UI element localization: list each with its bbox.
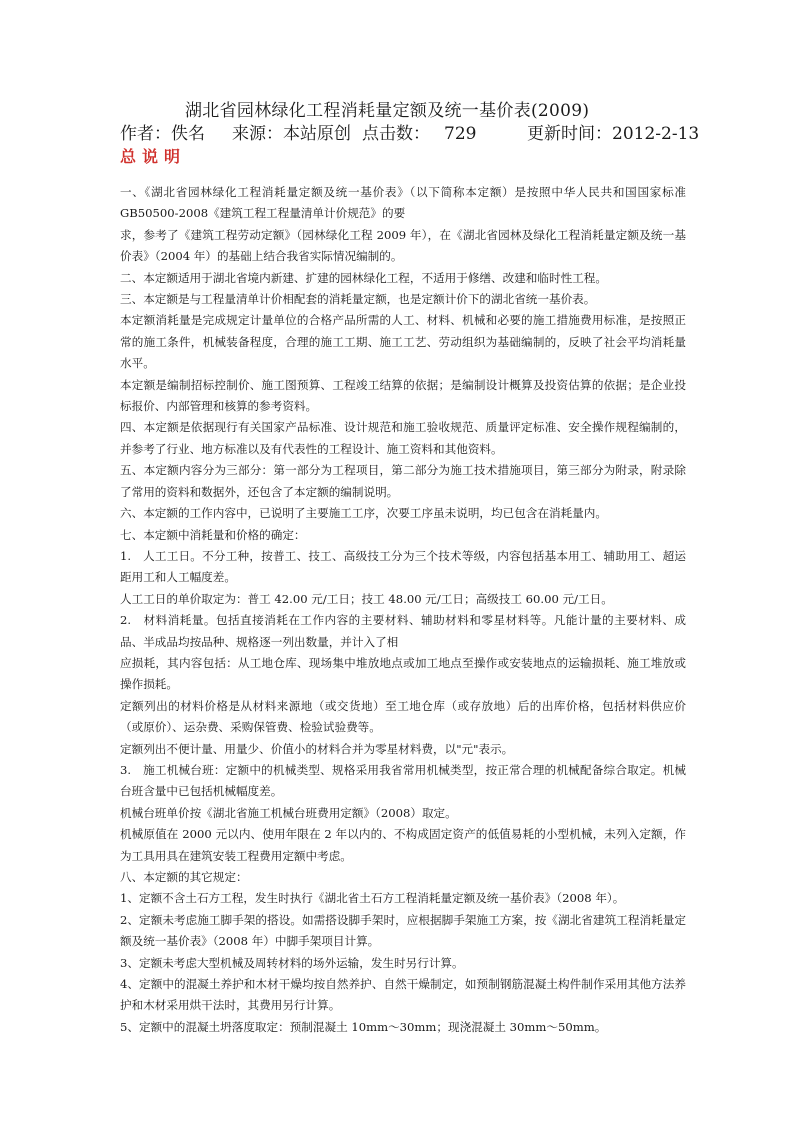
paragraph: 一、《湖北省园林绿化工程消耗量定额及统一基价表》（以下简称本定额）是按照中华人民共和国国家标准GB50500-2008《建筑工程工程量清单计价规范》的要 xyxy=(120,185,686,221)
paragraph: 二、本定额适用于湖北省境内新建、扩建的园林绿化工程，不适用于修缮、改建和临时性工程。 xyxy=(120,270,607,285)
paragraph: 3、定额未考虑大型机械及周转材料的场外运输，发生时另行计算。 xyxy=(120,955,464,970)
paragraph: 八、本定额的其它规定： xyxy=(120,870,248,884)
paragraph: 3. 施工机械台班：定额中的机械类型、规格采用我省常用机械类型，按正常合理的机械配备综合取定。机械台班含量中已包括机械幅度差。 xyxy=(120,762,686,799)
paragraph: 本定额消耗量是完成规定计量单位的合格产品所需的人工、材料、机械和必要的施工措施费用标准，是按照正常的施工条件，机械装备程度，合理的施工工期、施工工艺、劳动组织为基础编制的，反映了社会平均消耗量水平。 xyxy=(120,313,686,371)
source: 来源：本站原创 xyxy=(232,124,351,144)
paragraph: 五、本定额内容分为三部分：第一部分为工程项目，第二部分为施工技术措施项目，第三部分为附录，附录除了常用的资料和数据外，还包含了本定额的编制说明。 xyxy=(120,463,686,499)
hit-count-label: 点击数： xyxy=(362,124,430,144)
paragraph: 人工工日的单价取定为：普工 42.00 元/工日；技工 48.00 元/工日；高级技工 60.00 元/工日。 xyxy=(120,591,613,606)
paragraph: 机械原值在 2000 元以内、使用年限在 2 年以内的、不构成固定资产的低值易耗的小型机械，未列入定额，作为工具用具在建筑安装工程费用定额中考虑。 xyxy=(120,827,686,863)
paragraph: 1、定额不含土石方工程，发生时执行《湖北省土石方工程消耗量定额及统一基价表》（2008 年）。 xyxy=(120,891,625,906)
paragraph: 六、本定额的工作内容中，已说明了主要施工工序，次要工序虽未说明，均已包含在消耗量内。 xyxy=(120,506,607,521)
paragraph: 定额列出的材料价格是从材料来源地（或交货地）至工地仓库（或存放地）后的出库价格，包括材料供应价（或原价）、运杂费、采购保管费、检验试验费等。 xyxy=(120,698,686,735)
hit-count-value: 729 xyxy=(444,124,477,144)
paragraph: 5、定额中的混凝土坍落度取定：预制混凝土 10mm～30mm；现浇混凝土 30mm～50mm。 xyxy=(120,1019,607,1034)
document-body xyxy=(120,182,686,1038)
section-heading: 总说明 xyxy=(120,147,187,166)
page-title: 湖北省园林绿化工程消耗量定额及统一基价表(2009) xyxy=(185,101,590,121)
hit-count xyxy=(362,119,527,144)
paragraph: 应损耗，其内容包括：从工地仓库、现场集中堆放地点或加工地点至操作或安装地点的运输损耗、施工堆放或操作损耗。 xyxy=(120,655,686,692)
paragraph: 定额列出不便计量、用量少、价值小的材料合并为零星材料费，以"元"表示。 xyxy=(120,741,514,756)
paragraph: 2. 材料消耗量。包括直接消耗在工作内容的主要材料、辅助材料和零星材料等。凡能计量的主要材料、成品、半成品均按品种、规格逐一列出数量，并计入了相 xyxy=(120,613,686,649)
paragraph: 三、本定额是与工程量清单计价相配套的消耗量定额，也是定额计价下的湖北省统一基价表。 xyxy=(120,292,596,307)
paragraph: 四、本定额是依据现行有关国家产品标准、设计规范和施工验收规范、质量评定标准、安全操作规程编制的，并参考了行业、地方标准以及有代表性的工程设计、施工资料和其他资料。 xyxy=(120,420,686,456)
paragraph: 4、定额中的混凝土养护和木材干燥均按自然养护、自然干燥制定，如预制钢筋混凝土构件制作采用其他方法养护和木材采用烘干法时，其费用另行计算。 xyxy=(120,977,686,1013)
updated-time: 更新时间：2012-2-13 xyxy=(527,124,700,144)
author: 作者：佚名 xyxy=(120,124,205,144)
paragraph: 七、本定额中消耗量和价格的确定： xyxy=(120,527,306,542)
paragraph: 1. 人工工日。不分工种，按普工、技工、高级技工分为三个技术等级，内容包括基本用工、辅助用工、超运距用工和人工幅度差。 xyxy=(120,548,686,585)
paragraph: 机械台班单价按《湖北省施工机械台班费用定额》（2008）取定。 xyxy=(120,805,457,820)
article-meta xyxy=(120,119,720,144)
paragraph: 2、定额未考虑施工脚手架的搭设。如需搭设脚手架时，应根据脚手架施工方案，按《湖北省建筑工程消耗量定额及统一基价表》（2008 年）中脚手架项目计算。 xyxy=(120,912,686,949)
paragraph: 本定额是编制招标控制价、施工图预算、工程竣工结算的依据；是编制设计概算及投资估算的依据；是企业投标报价、内部管理和核算的参考资料。 xyxy=(120,377,686,414)
paragraph: 求，参考了《建筑工程劳动定额》（园林绿化工程 2009 年），在《湖北省园林及绿化工程消耗量定额及统一基价表》（2004 年）的基础上结合我省实际情况编制的。 xyxy=(120,227,686,264)
